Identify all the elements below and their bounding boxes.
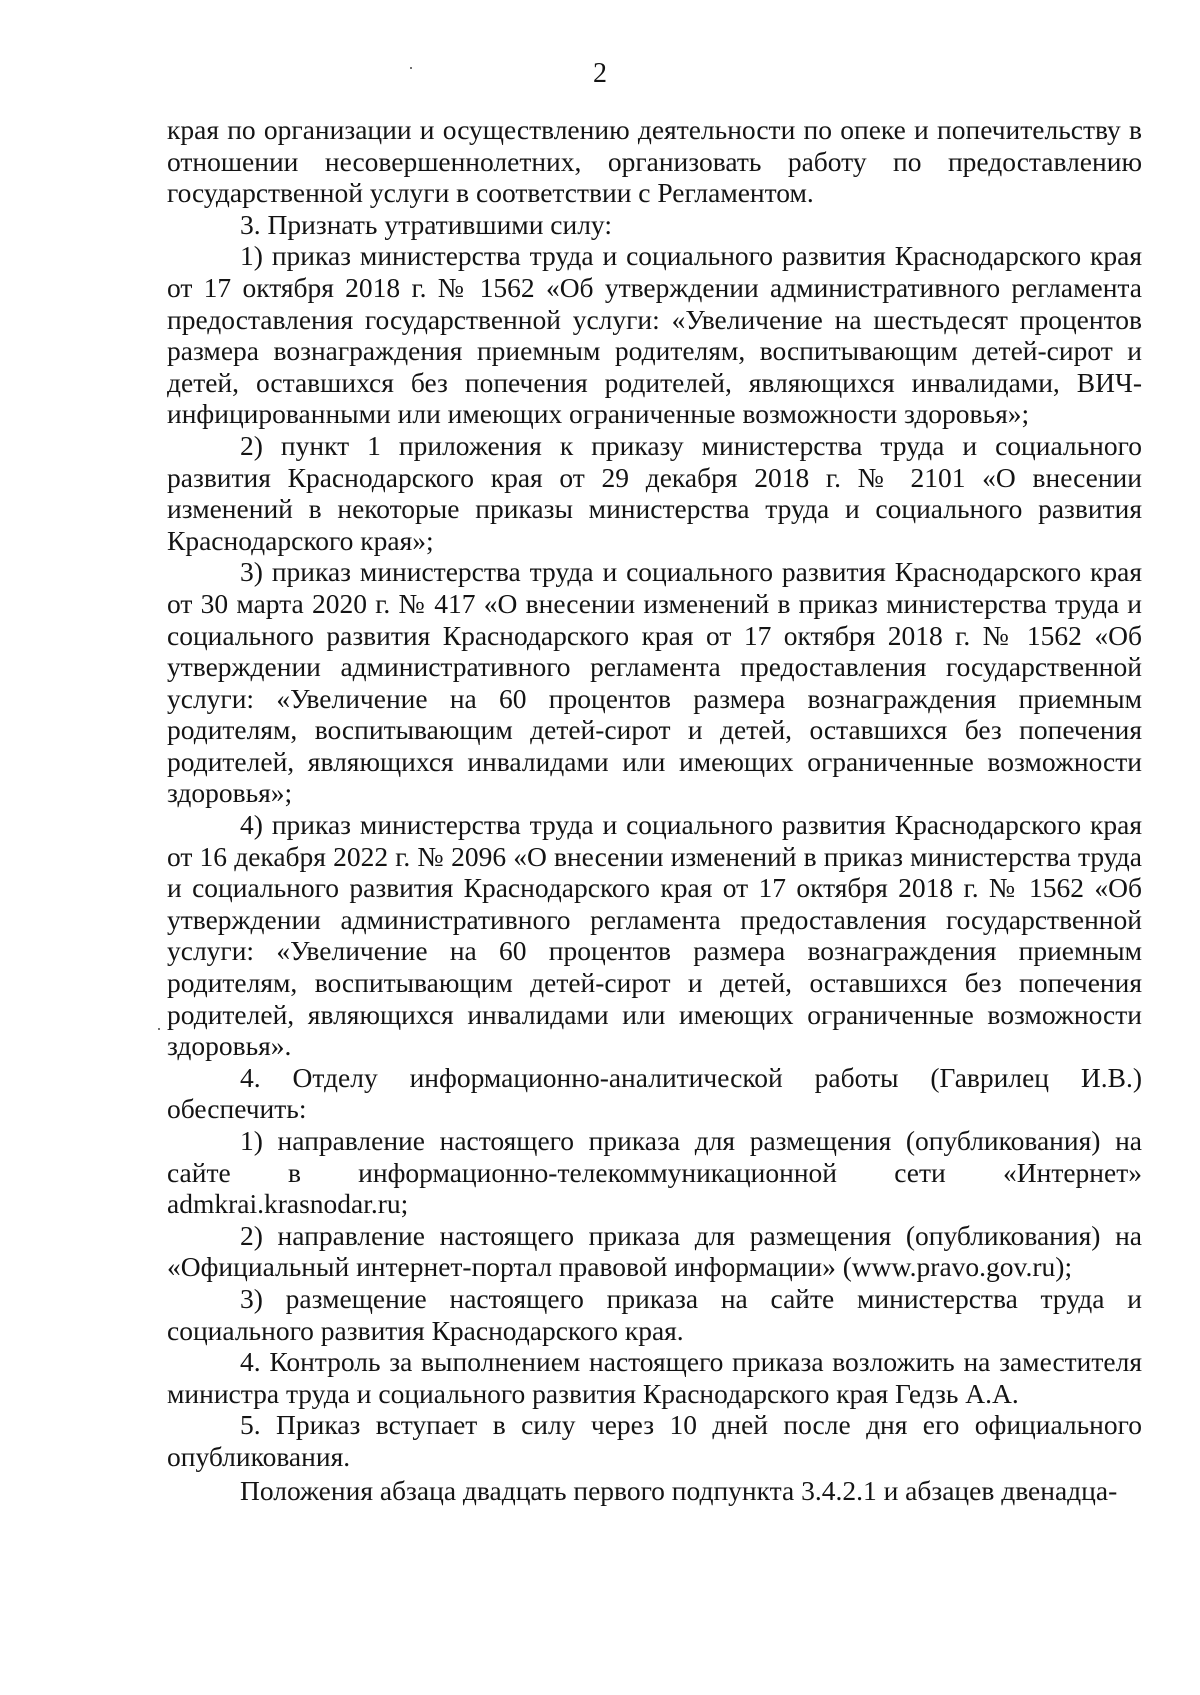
paragraph-item-5: 5. Приказ вступает в силу через 10 дней после дня его официального опубликования. — [167, 1409, 1142, 1472]
page-number: 2 — [593, 58, 607, 89]
paragraph-item-3-4: 4) приказ министерства труда и социального развития Краснодарского края от 16 декабря 2022 г. № 2096 «О внесении изменений в приказ министерства труда и социального развития Краснодарского края от 17 октября 2018 г. № 1562 «Об утверждении административного регламента предоставления государственной услуги: «Увеличение на 60 процентов размера вознаграждения приемным родителям, воспитывающим детей-сирот и детей, оставшихся без попечения родителей, являющихся инвалидами или имеющих ограниченные возможности здоровья». — [167, 809, 1142, 1062]
paragraph-item-4-2: 2) направление настоящего приказа для размещения (опубликования) на «Официальный интернет-портал правовой информации» (www.pravo.gov.ru); — [167, 1219, 1142, 1283]
document-body — [167, 114, 1142, 1506]
paragraph-item-3: 3. Признать утратившими силу: — [240, 208, 612, 240]
paragraph-continuation: края по организации и осуществлению деятельности по опеке и попечительству в отношении несовершеннолетних, организовать работу по предоставлению государственной услуги в соответствии с Регламентом. — [167, 114, 1142, 209]
paragraph-provisions: Положения абзаца двадцать первого подпункта 3.4.2.1 и абзацев двенадца- — [240, 1474, 1118, 1506]
paragraph-item-4: 4. Отделу информационно-аналитической работы (Гаврилец И.В.) обеспечить: — [167, 1061, 1142, 1125]
paragraph-item-4-control: 4. Контроль за выполнением настоящего приказа возложить на заместителя министра труда и социального развития Краснодарского края Гедзь А.А. — [167, 1346, 1142, 1409]
scan-speck — [410, 67, 412, 69]
paragraph-item-4-1: 1) направление настоящего приказа для размещения (опубликования) на сайте в информационно-телекоммуникационной сети «Интернет» admkrai.krasnodar.ru; — [167, 1125, 1142, 1220]
paragraph-item-3-1: 1) приказ министерства труда и социального развития Краснодарского края от 17 октября 2018 г. № 1562 «Об утверждении административного регламента предоставления государственной услуги: «Увеличение на шестьдесят процентов размера вознаграждения приемным родителям, воспитывающим детей-сирот и детей, оставшихся без попечения родителей, являющихся инвалидами, ВИЧ-инфицированными или имеющих ограниченные возможности здоровья»; — [167, 240, 1142, 430]
scan-speck — [158, 1028, 160, 1030]
paragraph-item-4-3: 3) размещение настоящего приказа на сайте министерства труда и социального развития Краснодарского края. — [167, 1282, 1142, 1346]
paragraph-item-3-3: 3) приказ министерства труда и социального развития Краснодарского края от 30 марта 2020 г. № 417 «О внесении изменений в приказ министерства труда и социального развития Краснодарского края от 17 октября 2018 г. № 1562 «Об утверждении административного регламента предоставления государственной услуги: «Увеличение на 60 процентов размера вознаграждения приемным родителям, воспитывающим детей-сирот и детей, оставшихся без попечения родителей, являющихся инвалидами или имеющих ограниченные возможности здоровья»; — [167, 556, 1142, 809]
paragraph-item-3-2: 2) пункт 1 приложения к приказу министерства труда и социального развития Краснодарского края от 29 декабря 2018 г. № 2101 «О внесении изменений в некоторые приказы министерства труда и социального развития Краснодарского края»; — [167, 429, 1142, 556]
